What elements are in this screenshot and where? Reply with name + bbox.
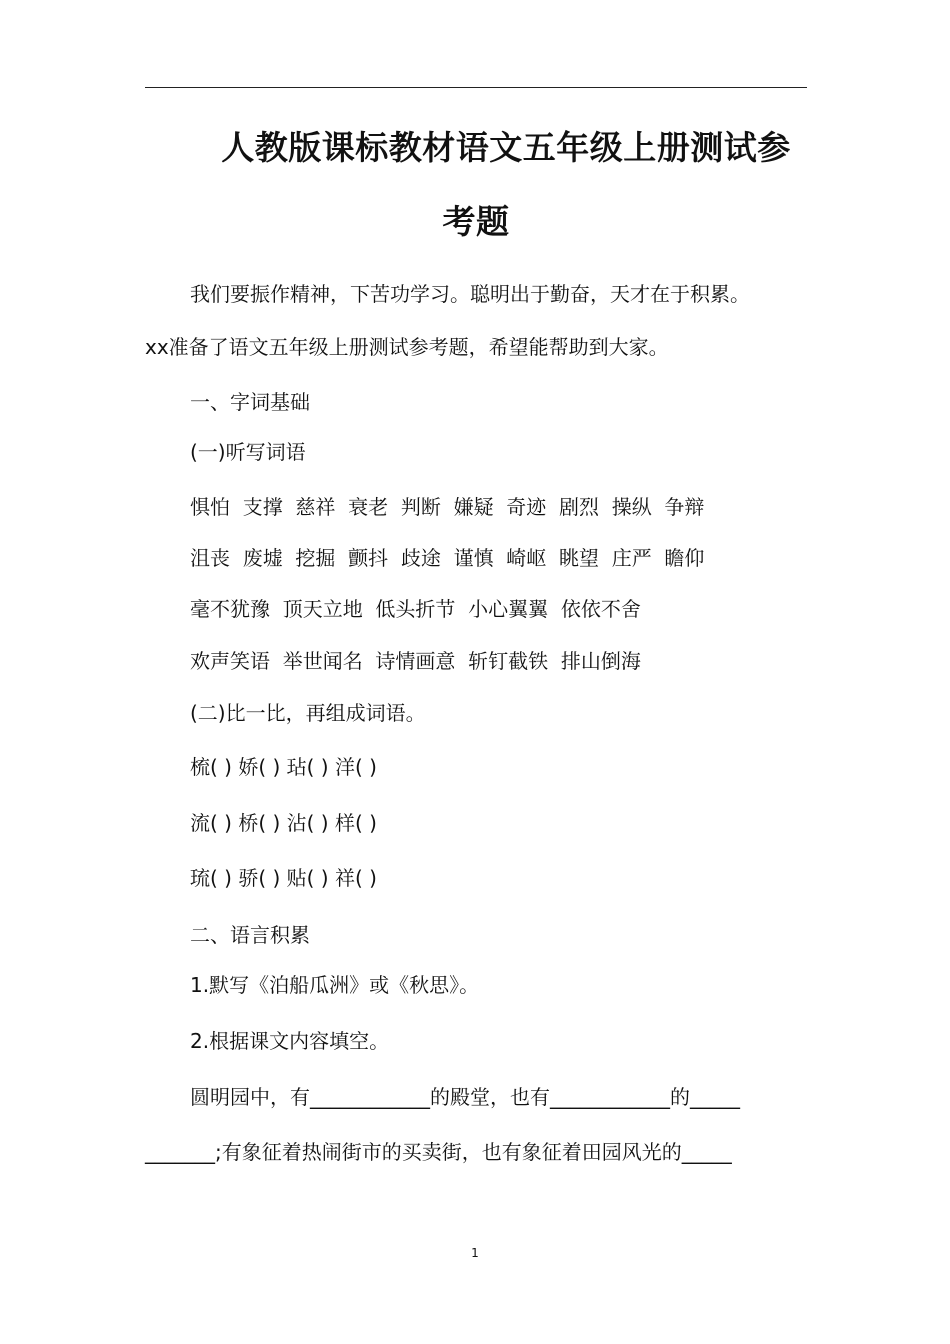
compare-row-3: 琉( ) 骄( ) 贴( ) 祥( ) bbox=[190, 866, 377, 890]
intro-paragraph-line-2: xx准备了语文五年级上册测试参考题，希望能帮助到大家。 bbox=[145, 335, 669, 359]
word-list-row-3: 毫不犹豫 顶天立地 低头折节 小心翼翼 依依不舍 bbox=[190, 597, 641, 621]
compare-row-1: 梳( ) 娇( ) 玷( ) 洋( ) bbox=[190, 755, 377, 779]
compare-row-2: 流( ) 桥( ) 沾( ) 样( ) bbox=[190, 811, 377, 835]
header-rule bbox=[145, 87, 807, 88]
subsection-heading-compare: (二)比一比，再组成词语。 bbox=[190, 701, 426, 725]
document-title-line-2: 考题 bbox=[442, 202, 510, 241]
page-number: 1 bbox=[471, 1246, 479, 1260]
document-title-line-1: 人教版课标教材语文五年级上册测试参 bbox=[221, 128, 791, 167]
word-list-row-2: 沮丧 废墟 挖掘 颤抖 歧途 谨慎 崎岖 眺望 庄严 瞻仰 bbox=[190, 546, 705, 570]
word-list-row-1: 惧怕 支撑 慈祥 衰老 判断 嫌疑 奇迹 剧烈 操纵 争辩 bbox=[190, 495, 705, 519]
word-list-row-4: 欢声笑语 举世闻名 诗情画意 斩钉截铁 排山倒海 bbox=[190, 649, 641, 673]
section-heading-language-accumulation: 二、语言积累 bbox=[190, 923, 310, 947]
subsection-heading-dictation: (一)听写词语 bbox=[190, 440, 306, 464]
question-item-1: 1.默写《泊船瓜洲》或《秋思》。 bbox=[190, 973, 480, 997]
question-item-2: 2.根据课文内容填空。 bbox=[190, 1029, 390, 1053]
intro-paragraph-line-1: 我们要振作精神，下苦功学习。聪明出于勤奋，天才在于积累。 bbox=[190, 282, 750, 306]
section-heading-vocabulary: 一、字词基础 bbox=[190, 390, 310, 414]
fill-blank-line-1: 圆明园中，有____________的殿堂，也有____________的_____ bbox=[190, 1085, 740, 1109]
fill-blank-line-2: _______;有象征着热闹街市的买卖街，也有象征着田园风光的_____ bbox=[145, 1140, 732, 1164]
